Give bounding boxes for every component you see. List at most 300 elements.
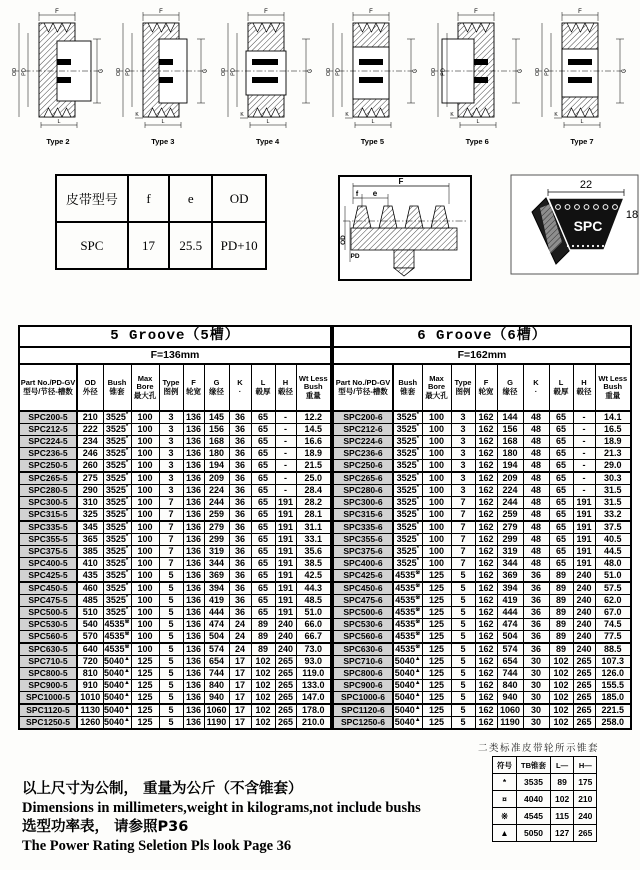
cell: 474 [204, 619, 229, 631]
cell: 36 [229, 497, 251, 509]
cell: 7 [451, 497, 475, 509]
cell: 191 [275, 497, 296, 509]
part-no: SPC335-6 [333, 521, 393, 534]
table-row [333, 558, 631, 570]
pulley-figure [113, 5, 213, 146]
cell: 67.0 [595, 607, 631, 619]
cell: 3525* [103, 509, 131, 522]
cell: 36 [229, 460, 251, 473]
belt-spec-table [55, 174, 267, 270]
cell: 162 [475, 424, 497, 436]
cell: 136 [183, 472, 204, 485]
cell: 136 [183, 546, 204, 558]
cell: 4535※ [393, 582, 422, 595]
groove5-table [18, 325, 332, 730]
svg-text:PD: PD [440, 68, 447, 76]
cell: 16.5 [595, 424, 631, 436]
table-row [333, 448, 631, 460]
cell: 65 [251, 497, 275, 509]
table-row [333, 534, 631, 546]
svg-text:e: e [372, 189, 378, 198]
spec-header-od: OD [212, 175, 266, 222]
cell: 3525* [393, 424, 422, 436]
cell: 89 [549, 582, 573, 595]
cell: 33.2 [595, 509, 631, 522]
table-row [333, 460, 631, 473]
svg-text:OD: OD [11, 67, 18, 77]
cell: 3 [451, 436, 475, 448]
part-no: SPC375-5 [19, 546, 77, 558]
cell: 3525* [103, 570, 131, 583]
cell: 240 [573, 643, 595, 656]
cell: 100 [131, 595, 159, 607]
cell: 100 [131, 460, 159, 473]
cell: 654 [497, 656, 523, 668]
column-header: H 毂径 [573, 364, 595, 411]
spec-value-belt-type: SPC [56, 222, 128, 269]
cell: 48 [523, 436, 549, 448]
column-header: H 毂径 [275, 364, 296, 411]
cell: 136 [183, 497, 204, 509]
cell: 51.0 [595, 570, 631, 583]
cell: 29.0 [595, 460, 631, 473]
cell: 100 [422, 472, 451, 485]
cell: 136 [183, 619, 204, 631]
cell: 5 [451, 680, 475, 692]
table-row [333, 497, 631, 509]
svg-text:L: L [476, 119, 480, 125]
cell: 48 [523, 509, 549, 522]
cell: 3 [451, 411, 475, 424]
cell: 5 [451, 607, 475, 619]
cell: 136 [183, 424, 204, 436]
cell: 21.5 [296, 460, 331, 473]
legend-cell: 4545 [517, 808, 551, 825]
cell: 3525* [393, 509, 422, 522]
part-no: SPC250-5 [19, 460, 77, 473]
table-row [19, 595, 331, 607]
table-row [19, 436, 331, 448]
cell: 504 [204, 631, 229, 644]
cell: 1010 [77, 692, 103, 705]
part-no: SPC560-5 [19, 631, 77, 644]
cell: 5 [159, 680, 183, 692]
cell: 3525* [103, 497, 131, 509]
cell: 3525* [393, 558, 422, 570]
cell: 17 [229, 692, 251, 705]
svg-text:L: L [371, 119, 375, 125]
cell: 265 [573, 680, 595, 692]
svg-text:G: G [517, 68, 524, 74]
cell: 100 [422, 509, 451, 522]
part-no: SPC212-5 [19, 424, 77, 436]
cell: 100 [131, 582, 159, 595]
cell: 136 [183, 570, 204, 583]
cell: 5 [451, 668, 475, 680]
cell: 194 [204, 460, 229, 473]
cell: 485 [77, 595, 103, 607]
cell: 3525* [393, 448, 422, 460]
cell: 162 [475, 643, 497, 656]
cell: 36 [229, 607, 251, 619]
cell: 162 [475, 485, 497, 497]
cell: 136 [183, 595, 204, 607]
table-row [333, 619, 631, 631]
svg-text:PD: PD [125, 68, 132, 76]
svg-text:K: K [135, 112, 139, 118]
cell: 48 [523, 558, 549, 570]
cell: 240 [275, 643, 296, 656]
part-no: SPC355-6 [333, 534, 393, 546]
table-row [333, 436, 631, 448]
spec-value-od: PD+10 [212, 222, 266, 269]
cell: 125 [422, 717, 451, 730]
cell: 224 [497, 485, 523, 497]
cell: 5 [451, 631, 475, 644]
cell: 100 [131, 619, 159, 631]
legend-header: 符号 [493, 757, 517, 774]
cell: 720 [77, 656, 103, 668]
cell: 221.5 [595, 704, 631, 717]
part-no: SPC335-5 [19, 521, 77, 534]
cell: 25.0 [296, 472, 331, 485]
pulley-drawing-slot [218, 5, 318, 136]
cell: 4535※ [104, 643, 130, 654]
cell: 178.0 [296, 704, 331, 717]
cell: 162 [475, 509, 497, 522]
table-row [19, 472, 331, 485]
column-header: G 缘径 [204, 364, 229, 411]
cell: 5 [159, 595, 183, 607]
cell: 3 [159, 472, 183, 485]
cell: 100 [131, 497, 159, 509]
cell: 102 [251, 692, 275, 705]
cell: 28.4 [296, 485, 331, 497]
svg-text:F: F [473, 9, 478, 15]
cell: 100 [131, 411, 159, 424]
cell: 36 [523, 595, 549, 607]
cell: 265 [275, 692, 296, 705]
cell: 65 [251, 485, 275, 497]
cell: 7 [159, 558, 183, 570]
table-row [19, 704, 331, 717]
cell: 574 [204, 643, 229, 656]
part-no: SPC1250-5 [19, 717, 77, 730]
cell: 136 [183, 436, 204, 448]
cell: - [573, 460, 595, 473]
cell: 24 [229, 631, 251, 644]
legend-row [493, 825, 597, 842]
column-header: Max Bore 最大孔 [131, 364, 159, 411]
cell: 89 [549, 570, 573, 583]
dimension-tables [18, 325, 640, 730]
cell: 3525* [103, 607, 131, 619]
table-row [333, 595, 631, 607]
cell: 100 [131, 570, 159, 583]
cell: 744 [497, 668, 523, 680]
spec-header-f: f [128, 175, 170, 222]
cell: 191 [275, 570, 296, 583]
cell: 65 [549, 448, 573, 460]
column-header: F 轮宽 [475, 364, 497, 411]
part-no: SPC375-6 [333, 546, 393, 558]
cell: 191 [573, 509, 595, 522]
cell: 65 [251, 607, 275, 619]
cell: 48 [523, 521, 549, 534]
cell: 100 [131, 448, 159, 460]
cell: 191 [275, 607, 296, 619]
cell: 136 [183, 692, 204, 705]
cell: - [275, 448, 296, 460]
cell: 325 [77, 509, 103, 522]
cell: 125 [422, 692, 451, 705]
cell: 136 [183, 631, 204, 644]
cell: 31.1 [296, 521, 331, 534]
cell: 89 [251, 643, 275, 656]
cell: 133.0 [296, 680, 331, 692]
column-header: K · [229, 364, 251, 411]
legend-header: L— [551, 757, 574, 774]
column-header: Bush 锥套 [103, 364, 131, 411]
cell: 191 [573, 497, 595, 509]
part-no: SPC265-5 [19, 472, 77, 485]
part-no: SPC530-5 [19, 619, 77, 631]
cell: 3525* [103, 460, 131, 473]
cell: 33.1 [296, 534, 331, 546]
pulley-figure [322, 5, 422, 146]
cell: 48.0 [595, 558, 631, 570]
cell: 147.0 [296, 692, 331, 705]
column-header: Wt Less Bush 重量 [595, 364, 631, 411]
svg-text:PD: PD [544, 68, 551, 76]
cell: 3525* [393, 534, 422, 546]
table-row [19, 643, 331, 656]
cell: 74.5 [595, 619, 631, 631]
table-row [19, 546, 331, 558]
cell: 210 [77, 411, 103, 424]
cell: 102 [251, 717, 275, 730]
cell: 100 [422, 534, 451, 546]
part-no: SPC560-6 [333, 631, 393, 644]
svg-text:OD: OD [340, 235, 347, 245]
cell: 5 [451, 656, 475, 668]
table-row [333, 692, 631, 705]
cell: 224 [204, 485, 229, 497]
cell: 310 [77, 497, 103, 509]
cell: 840 [204, 680, 229, 692]
cell: 102 [549, 668, 573, 680]
cell: 14.5 [296, 424, 331, 436]
cell: 3 [159, 411, 183, 424]
part-no: SPC530-6 [333, 619, 393, 631]
part-no: SPC1120-5 [19, 704, 77, 717]
pulley-drawing-type-7 [532, 5, 631, 131]
table-row [333, 570, 631, 583]
table-row [19, 460, 331, 473]
cell: - [275, 472, 296, 485]
cell: 100 [422, 546, 451, 558]
cell: 240 [275, 619, 296, 631]
cell: 168 [497, 436, 523, 448]
cell: 3 [451, 448, 475, 460]
column-header: G 缘径 [497, 364, 523, 411]
part-no: SPC250-6 [333, 460, 393, 473]
cell: - [573, 485, 595, 497]
cell: 17 [229, 704, 251, 717]
pulley-drawing-type-4 [218, 5, 317, 131]
cell: 17 [229, 717, 251, 730]
cell: 162 [475, 472, 497, 485]
spec-header-belt-type: 皮带型号 [56, 175, 128, 222]
cell: 180 [497, 448, 523, 460]
svg-text:PD: PD [335, 68, 342, 76]
cell: 265 [275, 717, 296, 730]
cell: 4535※ [393, 570, 422, 583]
cell: 3 [451, 424, 475, 436]
cell: 4535※ [393, 619, 422, 631]
cell: 48 [523, 460, 549, 473]
cell: 162 [475, 668, 497, 680]
cell: 840 [497, 680, 523, 692]
svg-text:G: G [307, 68, 314, 74]
cell: 14.1 [595, 411, 631, 424]
cell: 162 [475, 656, 497, 668]
cell: 57.5 [595, 582, 631, 595]
part-no: SPC224-6 [333, 436, 393, 448]
cell: 265 [573, 668, 595, 680]
cell: 136 [183, 509, 204, 522]
cell: 3525* [393, 436, 422, 448]
svg-text:F: F [264, 9, 268, 15]
cell: - [573, 424, 595, 436]
cell: 191 [573, 558, 595, 570]
cell: 12.2 [296, 411, 331, 424]
table-row [19, 448, 331, 460]
pulley-drawing-type-2 [9, 5, 108, 131]
cell: 162 [475, 460, 497, 473]
cell: 35.6 [296, 546, 331, 558]
cell: 125 [422, 607, 451, 619]
cell: 5040▲ [104, 704, 130, 715]
pulley-drawing-type-6 [428, 5, 527, 131]
cell: 100 [131, 436, 159, 448]
cell: 100 [131, 643, 159, 656]
cell: 65 [251, 448, 275, 460]
cell: 38.5 [296, 558, 331, 570]
cell: 5040▲ [394, 679, 421, 690]
svg-text:F: F [369, 9, 373, 15]
cell: 156 [204, 424, 229, 436]
cell: 3 [159, 424, 183, 436]
cell: 7 [159, 497, 183, 509]
column-header: Part No./PD-GV 型号/节径-槽数 [19, 364, 77, 411]
pulley-drawing-slot [532, 5, 632, 136]
cell: 5040▲ [394, 655, 421, 666]
cell: 240 [573, 607, 595, 619]
cell: 51.0 [296, 607, 331, 619]
cell: 136 [183, 582, 204, 595]
cell: 3525* [103, 424, 131, 436]
cell: 570 [77, 631, 103, 644]
pulley-type-label: Type 5 [360, 137, 384, 146]
part-no: SPC1000-5 [19, 692, 77, 705]
cell: 3 [451, 460, 475, 473]
cell: 100 [422, 460, 451, 473]
footer-line-en-1: Dimensions in millimeters,weight in kilograms,not include bushs [22, 799, 421, 816]
cell: 240 [573, 595, 595, 607]
cell: 185.0 [595, 692, 631, 705]
cell: 345 [77, 521, 103, 534]
cell: 5040▲ [394, 667, 421, 678]
cell: 136 [183, 643, 204, 656]
cell: 460 [77, 582, 103, 595]
cell: 510 [77, 607, 103, 619]
legend-symbol: ▲ [493, 825, 517, 842]
column-header: L 毂厚 [549, 364, 573, 411]
cell: 410 [77, 558, 103, 570]
legend-header: H— [574, 757, 597, 774]
cell: 31.5 [595, 485, 631, 497]
cell: 125 [422, 595, 451, 607]
cell: 5 [159, 607, 183, 619]
svg-text:f: f [355, 191, 359, 198]
cell: 574 [497, 643, 523, 656]
cell: 279 [497, 521, 523, 534]
cell: 65 [251, 424, 275, 436]
cell: 125 [131, 680, 159, 692]
cell: 5 [159, 717, 183, 730]
cell: 3525* [393, 411, 422, 424]
part-no: SPC300-5 [19, 497, 77, 509]
cell: 4535※ [103, 631, 131, 644]
cell: 136 [183, 717, 204, 730]
cell: - [275, 460, 296, 473]
table-subtitle: F=136mm [19, 347, 331, 364]
cell: 210.0 [296, 717, 331, 730]
cell: 100 [422, 558, 451, 570]
column-header: Part No./PD-GV 型号/节径-槽数 [333, 364, 393, 411]
column-header: Max Bore 最大孔 [422, 364, 451, 411]
pulley-figure [8, 5, 108, 146]
cell: 65 [251, 521, 275, 534]
cell: 290 [77, 485, 103, 497]
svg-text:L: L [161, 119, 165, 125]
cell: 65 [549, 411, 573, 424]
cell: 136 [183, 411, 204, 424]
cell: 234 [77, 436, 103, 448]
cell: 3525* [103, 534, 131, 546]
part-no: SPC630-5 [19, 643, 77, 656]
cell: 3525* [103, 436, 131, 448]
cell: 7 [159, 546, 183, 558]
cell: 125 [422, 668, 451, 680]
legend-symbol: ※ [493, 808, 517, 825]
bush-legend-table [492, 756, 597, 842]
table-row [19, 582, 331, 595]
cell: 65 [549, 436, 573, 448]
cell: 100 [131, 472, 159, 485]
cell: 191 [275, 558, 296, 570]
cell: 265 [573, 717, 595, 730]
cell: 191 [275, 534, 296, 546]
spec-value-e: 25.5 [169, 222, 212, 269]
cell: 5 [159, 692, 183, 705]
cell: 136 [183, 668, 204, 680]
part-no: SPC1000-6 [333, 692, 393, 705]
cell: 5040▲ [104, 667, 130, 678]
cell: 162 [475, 619, 497, 631]
svg-text:K: K [240, 112, 244, 118]
